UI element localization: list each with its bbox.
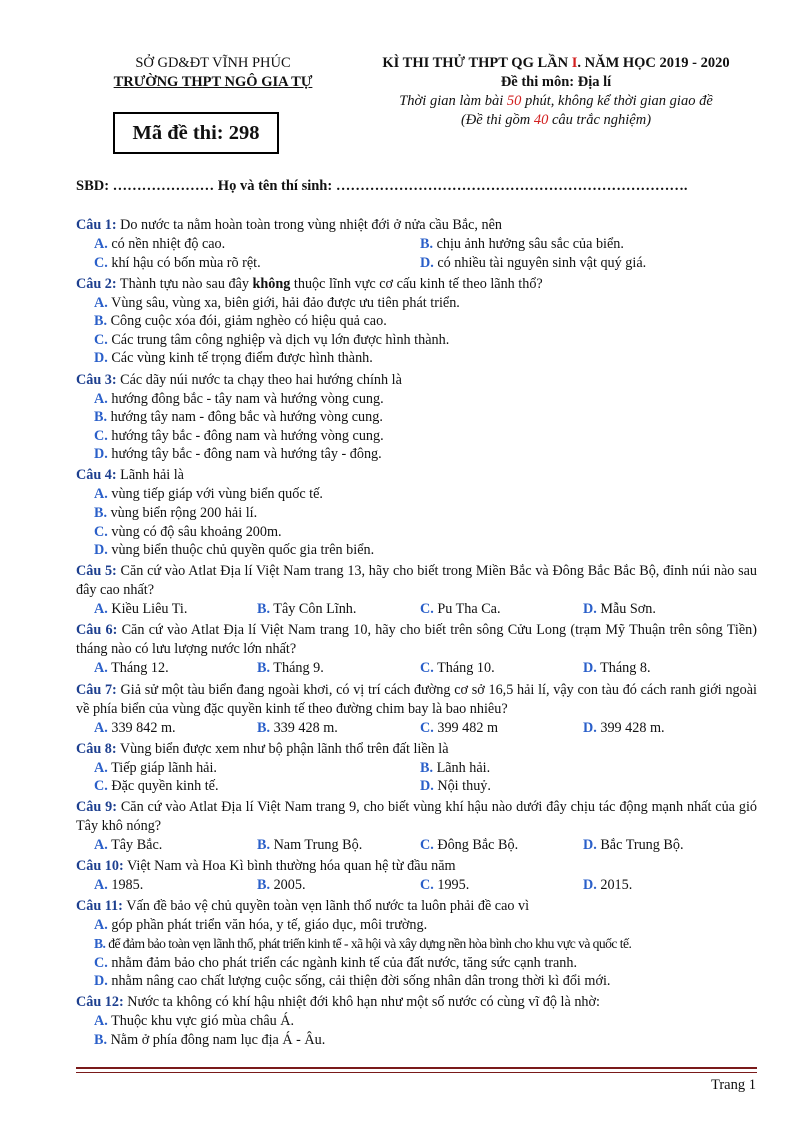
header-right xyxy=(344,54,768,130)
option-letter: D. xyxy=(583,877,597,894)
option-c xyxy=(94,331,757,350)
option-c xyxy=(420,876,583,895)
option-row xyxy=(94,254,757,273)
option-d xyxy=(583,600,656,619)
option-row xyxy=(94,759,757,778)
option-letter: B. xyxy=(257,877,271,894)
option-letter: A. xyxy=(94,660,108,677)
footer-divider-thin xyxy=(76,1072,757,1073)
question-label: Câu 3: xyxy=(76,371,117,388)
option-letter: D. xyxy=(583,837,597,854)
question-1 xyxy=(76,216,757,272)
text-part: Lãnh hải. xyxy=(433,759,491,776)
option-letter: C. xyxy=(94,427,108,444)
question-4 xyxy=(76,466,757,559)
text-part: Đặc quyền kinh tế. xyxy=(107,778,219,795)
text-part: nhằm nâng cao chất lượng cuộc sống, cải thiện đời sống nhân dân trong thời kì đổi mới. xyxy=(107,973,611,990)
question-label: Câu 12: xyxy=(76,994,124,1011)
text-part: Pu Tha Ca. xyxy=(433,601,501,618)
candidate-info-line: SBD: ………………… Họ và tên thí sinh: ………………………………………………………………. xyxy=(76,178,688,194)
option-b xyxy=(94,312,757,331)
option-letter: B. xyxy=(420,236,434,252)
text-part: Thuộc khu vực gió mùa châu Á. xyxy=(107,1013,295,1030)
text-part: Vùng sâu, vùng xa, biên giới, hải đảo được ưu tiên phát triển. xyxy=(107,294,460,311)
option-letter: D. xyxy=(94,542,108,559)
option-c xyxy=(94,777,420,796)
option-letter: C. xyxy=(420,837,434,854)
department-name: SỞ GD&ĐT VĨNH PHÚC xyxy=(135,55,291,71)
option-letter: D. xyxy=(420,778,434,795)
text-part: Các vùng kinh tế trọng điểm được hình thành. xyxy=(107,350,373,367)
text-part: 2015. xyxy=(596,877,633,894)
option-list xyxy=(76,294,757,368)
option-letter: D. xyxy=(583,719,597,736)
option-c xyxy=(420,836,583,855)
question-12 xyxy=(76,993,757,1049)
question-count xyxy=(344,111,768,130)
text-part: để đảm bảo toàn vẹn lãnh thổ, phát triển kinh tế - xã hội và xây dựng nền hòa bình cho khu vực và quốc tế. xyxy=(105,936,632,952)
text-part: chịu ảnh hưởng sâu sắc của biển. xyxy=(433,236,624,252)
option-b xyxy=(94,504,757,523)
option-letter: B. xyxy=(257,837,271,854)
option-list xyxy=(76,659,757,678)
option-d xyxy=(94,541,757,560)
text-part: hướng đông bắc - tây nam và hướng vòng cung. xyxy=(107,390,384,407)
question-label: Câu 8: xyxy=(76,740,117,757)
text-part: Căn cứ vào Atlat Địa lí Việt Nam trang 10, hãy cho biết trên sông Cửu Long (trạm Mỹ Thuận trên sông Tiền) tháng nào có lưu lượng nước lớn nhất? xyxy=(76,622,757,658)
exam-subject: Đề thi môn: Địa lí xyxy=(500,74,612,90)
question-6 xyxy=(76,621,757,678)
option-row xyxy=(94,719,757,738)
text-part: vùng có độ sâu khoảng 200m. xyxy=(107,523,282,540)
question-9 xyxy=(76,798,757,855)
question-label: Câu 10: xyxy=(76,858,124,875)
option-letter: B. xyxy=(94,505,108,522)
question-2 xyxy=(76,275,757,368)
text-part: Vấn đề bảo vệ chủ quyền toàn vẹn lãnh thổ nước ta luôn phải đề cao vì xyxy=(122,898,530,915)
option-row xyxy=(94,659,757,678)
question-text xyxy=(76,740,757,759)
text-part: 339 842 m. xyxy=(107,719,176,736)
question-label: Câu 6: xyxy=(76,622,118,639)
option-row xyxy=(94,876,757,895)
option-letter: A. xyxy=(94,837,108,854)
option-c xyxy=(420,659,583,678)
option-d xyxy=(94,349,757,368)
option-a xyxy=(94,659,257,678)
question-5 xyxy=(76,562,757,619)
text-part: Việt Nam và Hoa Kì bình thường hóa quan hệ từ đầu năm xyxy=(123,858,456,875)
text-part: Tháng 8. xyxy=(596,660,651,677)
option-list xyxy=(76,485,757,559)
text-part: Giả sử một tàu biển đang ngoài khơi, có vị trí cách đường cơ sở 16,5 hải lí, vậy con tàu đó cách ranh giới ngoài về phía biển của vùng đặc quyền kinh tế theo đường chim bay là bao nhiêu? xyxy=(76,681,757,717)
option-b xyxy=(94,1031,757,1050)
text-part: Đông Bắc Bộ. xyxy=(433,837,519,854)
option-c xyxy=(94,427,757,446)
option-b xyxy=(420,759,490,778)
question-8 xyxy=(76,740,757,796)
option-d xyxy=(583,876,632,895)
header-text-part: I xyxy=(571,55,578,71)
option-c xyxy=(94,254,420,273)
option-row xyxy=(94,235,757,254)
text-part: 399 482 m xyxy=(433,719,499,736)
exam-title xyxy=(344,54,768,73)
option-letter: C. xyxy=(420,719,434,736)
option-b xyxy=(94,408,757,427)
option-c xyxy=(420,600,583,619)
option-a xyxy=(94,836,257,855)
option-d xyxy=(583,719,665,738)
option-c xyxy=(420,719,583,738)
option-a xyxy=(94,719,257,738)
option-b xyxy=(257,719,420,738)
text-part: góp phần phát triển văn hóa, y tế, giáo dục, môi trường. xyxy=(107,917,428,934)
option-letter: B. xyxy=(257,660,271,677)
option-b xyxy=(257,600,420,619)
option-d xyxy=(94,445,757,464)
question-label: Câu 9: xyxy=(76,799,117,816)
option-b xyxy=(94,935,757,954)
text-part: Các trung tâm công nghiệp và dịch vụ lớn được hình thành. xyxy=(107,331,450,348)
text-part: vùng biển rộng 200 hải lí. xyxy=(107,505,258,522)
text-part: Nằm ở phía đông nam lục địa Á - Âu. xyxy=(107,1031,326,1048)
text-part: Mẫu Sơn. xyxy=(596,601,656,618)
option-a xyxy=(94,1012,757,1031)
option-letter: B. xyxy=(94,409,108,426)
option-b xyxy=(257,836,420,855)
question-label: Câu 1: xyxy=(76,217,117,233)
question-text xyxy=(76,621,757,659)
header-text-part: (Đề thi gồm xyxy=(460,112,534,128)
option-a xyxy=(94,485,757,504)
text-part: nhằm đảm bảo cho phát triển các ngành kinh tế của đất nước, tăng sức cạnh tranh. xyxy=(107,954,578,971)
option-letter: C. xyxy=(420,601,434,618)
text-part: Tháng 10. xyxy=(433,660,495,677)
option-row xyxy=(94,836,757,855)
text-part: Tây Côn Lĩnh. xyxy=(270,601,357,618)
text-part: hướng tây bắc - đông nam và hướng vòng cung. xyxy=(107,427,384,444)
option-letter: A. xyxy=(94,601,108,618)
option-list xyxy=(76,1012,757,1049)
school-name: TRƯỜNG THPT NGÔ GIA TỰ xyxy=(113,74,313,90)
option-letter: C. xyxy=(94,954,108,971)
option-letter: B. xyxy=(94,1031,108,1048)
text-part: Nước ta không có khí hậu nhiệt đới khô hạn như một số nước có cùng vĩ độ là nhờ: xyxy=(123,994,600,1011)
question-label: Câu 2: xyxy=(76,275,117,292)
option-letter: D. xyxy=(583,660,597,677)
question-7 xyxy=(76,681,757,738)
text-part: Tiếp giáp lãnh hải. xyxy=(107,759,217,776)
header-text-part: KÌ THI THỬ THPT QG LẦN xyxy=(382,55,572,71)
option-letter: B. xyxy=(94,936,106,952)
header-text-part: 50 xyxy=(506,93,522,109)
option-letter: C. xyxy=(94,254,108,271)
text-part: Tháng 12. xyxy=(107,660,169,677)
option-letter: B. xyxy=(420,759,434,776)
header-text-part: phút, không kể thời gian giao đề xyxy=(521,93,713,109)
option-letter: D. xyxy=(94,446,108,463)
text-part: Kiều Liêu Ti. xyxy=(107,601,188,618)
option-b xyxy=(420,235,624,254)
question-10 xyxy=(76,857,757,895)
option-list xyxy=(76,836,757,855)
option-letter: A. xyxy=(94,917,108,934)
option-letter: A. xyxy=(94,236,108,252)
question-text xyxy=(76,216,757,235)
option-a xyxy=(94,759,420,778)
option-letter: A. xyxy=(94,486,108,503)
footer-divider-thick xyxy=(76,1067,757,1069)
option-list xyxy=(76,759,757,796)
option-letter: C. xyxy=(94,331,108,348)
option-letter: C. xyxy=(94,778,108,795)
text-part: có nhiều tài nguyên sinh vật quý giá. xyxy=(433,254,647,271)
text-part: có nền nhiệt độ cao. xyxy=(107,236,226,252)
option-a xyxy=(94,390,757,409)
option-letter: A. xyxy=(94,877,108,894)
option-d xyxy=(583,836,684,855)
question-label: Câu 11: xyxy=(76,898,123,915)
option-letter: B. xyxy=(257,601,271,618)
text-part: Các dãy núi nước ta chạy theo hai hướng chính là xyxy=(116,371,402,388)
text-part: hướng tây nam - đông bắc và hướng vòng cung. xyxy=(107,409,383,426)
text-part: 1995. xyxy=(433,877,470,894)
option-list xyxy=(76,600,757,619)
question-3 xyxy=(76,371,757,464)
option-list xyxy=(76,719,757,738)
option-letter: C. xyxy=(94,523,108,540)
header-text-part: câu trắc nghiệm) xyxy=(548,112,652,128)
option-row xyxy=(94,600,757,619)
option-letter: D. xyxy=(583,601,597,618)
option-letter: B. xyxy=(257,719,271,736)
option-letter: C. xyxy=(420,660,434,677)
header-text-part: . NĂM HỌC 2019 - 2020 xyxy=(577,55,730,71)
option-a xyxy=(94,916,757,935)
text-part: Căn cứ vào Atlat Địa lí Việt Nam trang 13, hãy cho biết trong Miền Bắc và Đông Bắc Bắc Bộ, đỉnh núi nào sau đây cao nhất? xyxy=(76,563,757,599)
text-part: Thành tựu nào sau đây xyxy=(116,275,253,292)
exam-code-box: Mã đề thi: 298 xyxy=(113,112,279,154)
option-d xyxy=(94,972,757,991)
option-a xyxy=(94,876,257,895)
option-letter: A. xyxy=(94,390,108,407)
question-11 xyxy=(76,897,757,990)
question-label: Câu 7: xyxy=(76,681,117,698)
text-part: 399 428 m. xyxy=(596,719,665,736)
option-d xyxy=(420,254,646,273)
header-left xyxy=(98,54,328,92)
text-part: Do nước ta nằm hoàn toàn trong vùng nhiệt đới ở nửa cầu Bắc, nên xyxy=(116,217,502,233)
text-part: không xyxy=(252,275,291,292)
question-text xyxy=(76,371,757,390)
question-label: Câu 4: xyxy=(76,467,117,484)
text-part: Công cuộc xóa đói, giảm nghèo có hiệu quả cao. xyxy=(107,313,387,330)
option-c xyxy=(94,523,757,542)
question-label: Câu 5: xyxy=(76,563,117,580)
question-text xyxy=(76,897,757,916)
option-a xyxy=(94,600,257,619)
option-b xyxy=(257,659,420,678)
question-text xyxy=(76,681,757,719)
text-part: Lãnh hải là xyxy=(116,467,184,484)
option-letter: D. xyxy=(94,350,108,367)
option-list xyxy=(76,916,757,990)
question-text xyxy=(76,275,757,294)
option-list xyxy=(76,235,757,272)
option-list xyxy=(76,876,757,895)
text-part: Vùng biển được xem như bộ phận lãnh thổ trên đất liền là xyxy=(116,740,449,757)
text-part: Bắc Trung Bộ. xyxy=(596,837,684,854)
option-d xyxy=(583,659,651,678)
option-a xyxy=(94,294,757,313)
text-part: 2005. xyxy=(270,877,306,894)
option-letter: D. xyxy=(420,254,434,271)
option-list xyxy=(76,390,757,464)
page-number: Trang 1 xyxy=(711,1077,756,1093)
question-list xyxy=(76,216,757,1052)
option-letter: A. xyxy=(94,1013,108,1030)
text-part: Nam Trung Bộ. xyxy=(270,837,363,854)
question-text xyxy=(76,857,757,876)
option-letter: A. xyxy=(94,719,108,736)
text-part: hướng tây bắc - đông nam và hướng tây - đông. xyxy=(107,446,382,463)
exam-duration xyxy=(344,92,768,111)
option-letter: C. xyxy=(420,877,434,894)
option-b xyxy=(257,876,420,895)
text-part: Căn cứ vào Atlat Địa lí Việt Nam trang 9, cho biết vùng khí hậu nào dưới đây chịu tác động mạnh nhất của gió Tây khô nóng? xyxy=(76,799,757,835)
option-letter: B. xyxy=(94,313,108,330)
text-part: khí hậu có bốn mùa rõ rệt. xyxy=(107,254,261,271)
question-text xyxy=(76,466,757,485)
text-part: Nội thuỷ. xyxy=(433,778,491,795)
header-text-part: 40 xyxy=(533,112,549,128)
text-part: vùng tiếp giáp với vùng biển quốc tế. xyxy=(107,486,323,503)
option-letter: A. xyxy=(94,759,108,776)
option-letter: A. xyxy=(94,294,108,311)
question-text xyxy=(76,798,757,836)
text-part: Tây Bắc. xyxy=(107,837,163,854)
header-text-part: Thời gian làm bài xyxy=(399,93,507,109)
text-part: thuộc lĩnh vực cơ cấu kinh tế theo lãnh thổ? xyxy=(290,275,543,292)
option-d xyxy=(420,777,491,796)
text-part: vùng biển thuộc chủ quyền quốc gia trên biển. xyxy=(107,542,375,559)
question-text xyxy=(76,562,757,600)
option-a xyxy=(94,235,420,254)
option-letter: D. xyxy=(94,973,108,990)
text-part: 339 428 m. xyxy=(270,719,338,736)
option-c xyxy=(94,954,757,973)
question-text xyxy=(76,993,757,1012)
option-row xyxy=(94,777,757,796)
text-part: 1985. xyxy=(107,877,144,894)
text-part: Tháng 9. xyxy=(270,660,324,677)
